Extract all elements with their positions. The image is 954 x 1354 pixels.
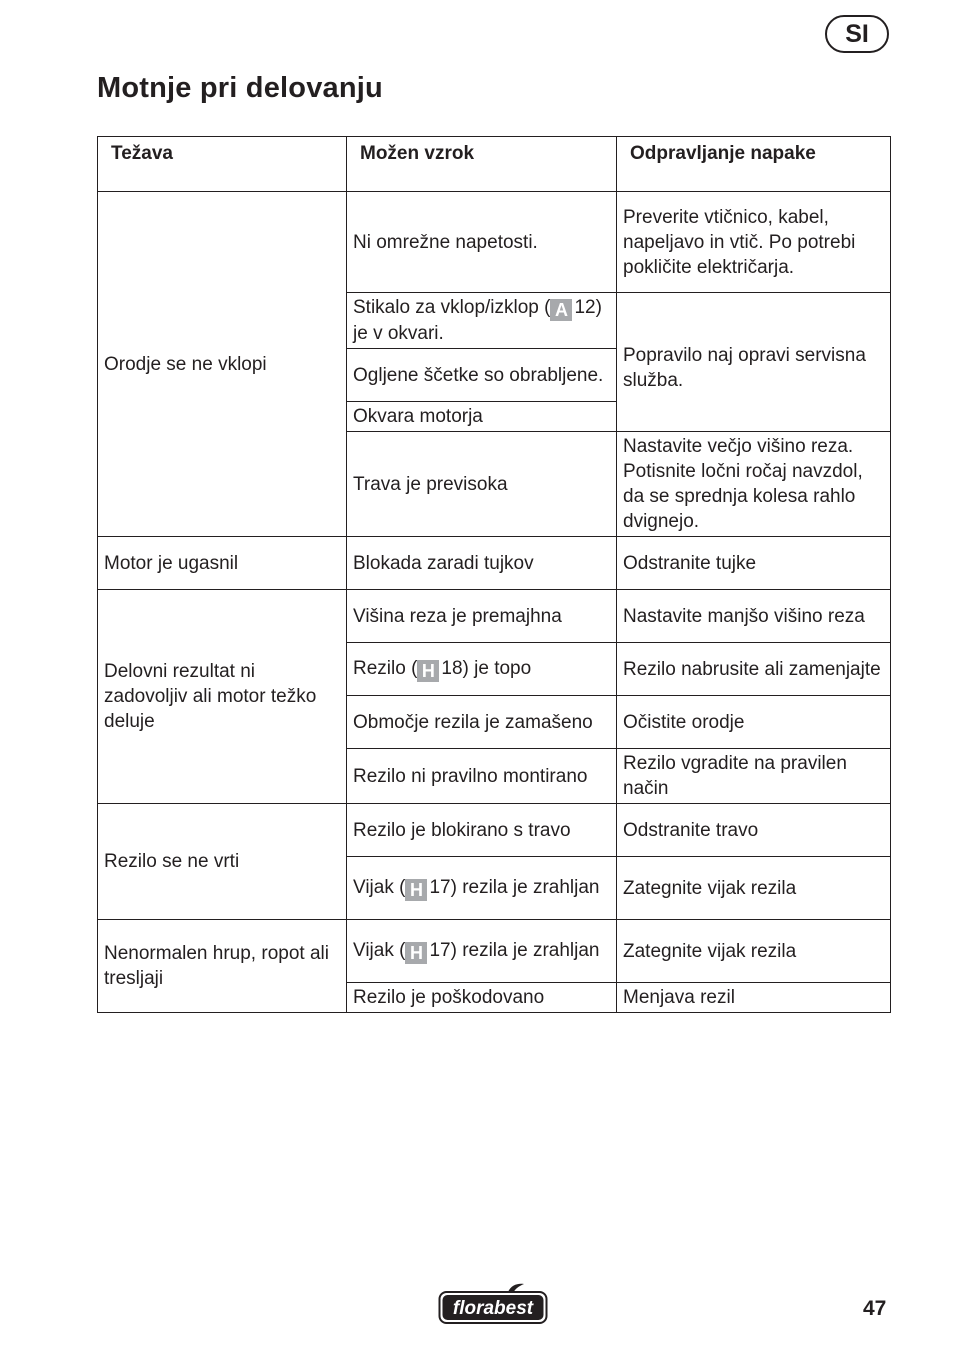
cause-cell xyxy=(347,293,617,349)
table-row xyxy=(98,537,891,590)
table-row xyxy=(98,590,891,643)
remedy-cell: Rezilo nabrusite ali zamenjajte xyxy=(617,643,891,696)
page-number: 47 xyxy=(863,1297,887,1320)
remedy-cell: Zategnite vijak rezila xyxy=(617,857,891,920)
table-row xyxy=(98,192,891,293)
problem-cell: Nenormalen hrup, ropot ali tresljaji xyxy=(98,920,347,1013)
cause-text-after: 17) rezila je zrahljan xyxy=(429,940,600,961)
table-row xyxy=(98,920,891,983)
remedy-cell: Nastavite večjo višino reza. Potisnite ločni ročaj navzdol, da se sprednja kolesa rahlo dvignejo. xyxy=(617,432,891,537)
cause-cell: Višina reza je premajhna xyxy=(347,590,617,643)
cause-cell: Ni omrežne napetosti. xyxy=(347,192,617,293)
troubleshooting-table-container xyxy=(97,136,890,1013)
cause-cell: Območje rezila je zamašeno xyxy=(347,696,617,749)
figure-h-icon: H xyxy=(417,660,439,682)
column-header-cause: Možen vzrok xyxy=(347,137,617,192)
cause-text-before: Vijak ( xyxy=(353,940,406,961)
remedy-cell: Odstranite tujke xyxy=(617,537,891,590)
logo-text: florabest xyxy=(452,1298,534,1319)
cause-cell: Blokada zaradi tujkov xyxy=(347,537,617,590)
remedy-cell: Nastavite manjšo višino reza xyxy=(617,590,891,643)
problem-cell: Rezilo se ne vrti xyxy=(98,804,347,920)
cause-cell: Ogljene ščetke so obrabljene. xyxy=(347,349,617,402)
language-badge: SI xyxy=(825,15,889,53)
cause-text-before: Vijak ( xyxy=(353,877,406,898)
cause-text-after: 17) rezila je zrahljan xyxy=(429,877,600,898)
cause-cell xyxy=(347,857,617,920)
remedy-cell: Menjava rezil xyxy=(617,983,891,1013)
problem-cell: Orodje se ne vklopi xyxy=(98,192,347,537)
remedy-cell: Očistite orodje xyxy=(617,696,891,749)
cause-text-after: 18) je topo xyxy=(441,658,532,679)
cause-text-before: Stikalo za vklop/izklop ( xyxy=(353,297,551,318)
remedy-cell: Popravilo naj opravi servisna služba. xyxy=(617,293,891,432)
table-row xyxy=(98,804,891,857)
figure-h-icon: H xyxy=(405,879,427,901)
cause-text-after: 12) je v okvari. xyxy=(353,297,602,344)
troubleshooting-table xyxy=(97,136,891,1013)
cause-cell xyxy=(347,920,617,983)
page-title: Motnje pri delovanju xyxy=(97,72,383,104)
cause-cell: Trava je previsoka xyxy=(347,432,617,537)
cause-cell: Rezilo je blokirano s travo xyxy=(347,804,617,857)
florabest-logo xyxy=(438,1283,548,1325)
figure-h-icon: H xyxy=(405,942,427,964)
remedy-cell: Rezilo vgradite na pravilen način xyxy=(617,749,891,804)
cause-text-before: Rezilo ( xyxy=(353,658,418,679)
figure-a-icon: A xyxy=(550,299,572,321)
cause-cell: Okvara motorja xyxy=(347,402,617,432)
problem-cell: Motor je ugasnil xyxy=(98,537,347,590)
remedy-cell: Preverite vtičnico, kabel, napeljavo in vtič. Po potrebi pokličite električarja. xyxy=(617,192,891,293)
remedy-cell: Odstranite travo xyxy=(617,804,891,857)
cause-cell: Rezilo je poškodovano xyxy=(347,983,617,1013)
problem-cell: Delovni rezultat ni zadovoljiv ali motor težko deluje xyxy=(98,590,347,804)
cause-cell xyxy=(347,643,617,696)
column-header-remedy: Odpravljanje napake xyxy=(617,137,891,192)
remedy-cell: Zategnite vijak rezila xyxy=(617,920,891,983)
column-header-problem: Težava xyxy=(98,137,347,192)
cause-cell: Rezilo ni pravilno montirano xyxy=(347,749,617,804)
table-header-row xyxy=(98,137,891,192)
